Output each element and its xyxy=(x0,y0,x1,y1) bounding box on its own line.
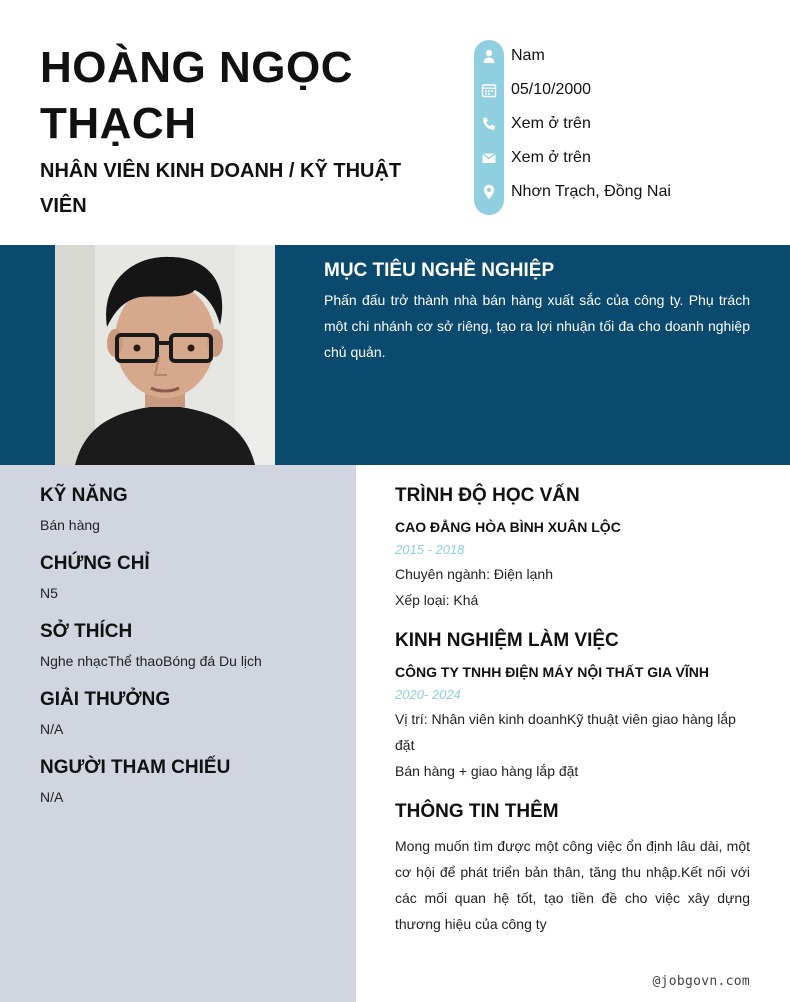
hobbies-text: Nghe nhạcThể thaoBóng đá Du lịch xyxy=(40,653,262,669)
calendar-icon xyxy=(481,82,497,98)
mail-icon xyxy=(481,150,497,166)
certificates-section xyxy=(40,552,340,602)
school-name: CAO ĐẲNG HÒA BÌNH XUÂN LỘC xyxy=(395,519,621,535)
awards-section xyxy=(40,688,340,738)
certificates-heading: CHỨNG CHỈ xyxy=(40,553,150,574)
education-section xyxy=(395,484,750,613)
experience-duties: Bán hàng + giao hàng lắp đặt xyxy=(395,763,579,779)
references-heading: NGƯỜI THAM CHIẾU xyxy=(40,757,231,778)
hobbies-section xyxy=(40,620,340,670)
phone-icon xyxy=(481,116,497,132)
references-section xyxy=(40,756,340,806)
hobbies-heading: SỞ THÍCH xyxy=(40,621,133,642)
skills-heading: KỸ NĂNG xyxy=(40,485,128,506)
objective-text: Phấn đấu trở thành nhà bán hàng xuất sắc của công ty. Phụ trách một chi nhánh cơ sở riêng, tạo ra lợi nhuận tối đa cho doanh nghiệp chủ quản. xyxy=(324,292,750,360)
skills-text: Bán hàng xyxy=(40,517,100,533)
company-name: CÔNG TY TNHH ĐIỆN MÁY NỘI THẤT GIA VĨNH xyxy=(395,664,709,680)
additional-info-text: Mong muốn tìm được một công việc ổn định lâu dài, một cơ hội để phát triển bản thân, tăng thu nhập.Kết nối với các mối quan hệ tốt, tạo tiền đề cho việc xây dựng thương hiệu của công ty xyxy=(395,838,750,932)
site-watermark: @jobgovn.com xyxy=(652,974,750,989)
additional-info-heading: THÔNG TIN THÊM xyxy=(395,801,559,822)
objective-heading: MỤC TIÊU NGHỀ NGHIỆP xyxy=(324,260,555,281)
gender-value: Nam xyxy=(511,47,545,64)
awards-heading: GIẢI THƯỞNG xyxy=(40,689,171,710)
awards-text: N/A xyxy=(40,721,64,737)
job-title: NHÂN VIÊN KINH DOANH / KỸ THUẬT VIÊN xyxy=(40,160,402,217)
experience-heading: KINH NGHIỆM LÀM VIỆC xyxy=(395,630,619,651)
education-period: 2015 - 2018 xyxy=(395,542,465,557)
certificates-text: N5 xyxy=(40,585,58,601)
education-heading: TRÌNH ĐỘ HỌC VẤN xyxy=(395,485,580,506)
candidate-name: HOÀNG NGỌC THẠCH xyxy=(40,43,353,148)
references-text: N/A xyxy=(40,789,64,805)
experience-period: 2020- 2024 xyxy=(395,687,461,702)
birthdate-value: 05/10/2000 xyxy=(511,81,592,98)
education-grade: Xếp loại: Khá xyxy=(395,592,479,608)
profile-photo xyxy=(55,245,275,465)
person-icon xyxy=(481,48,497,64)
contact-gender xyxy=(474,40,774,74)
experience-position: Vị trí: Nhân viên kinh doanhKỹ thuật viên giao hàng lắp đặt xyxy=(395,711,736,753)
contact-phone xyxy=(474,108,774,142)
skills-section xyxy=(40,484,340,534)
contact-address xyxy=(474,176,774,210)
contact-email xyxy=(474,142,774,176)
phone-value: Xem ở trên xyxy=(511,115,591,132)
email-value: Xem ở trên xyxy=(511,149,591,166)
additional-info-section xyxy=(395,800,750,937)
experience-section xyxy=(395,629,750,784)
address-value: Nhơn Trạch, Đồng Nai xyxy=(511,183,671,200)
location-pin-icon xyxy=(481,184,497,200)
contact-birthdate xyxy=(474,74,774,108)
education-major: Chuyên ngành: Điện lạnh xyxy=(395,566,554,582)
